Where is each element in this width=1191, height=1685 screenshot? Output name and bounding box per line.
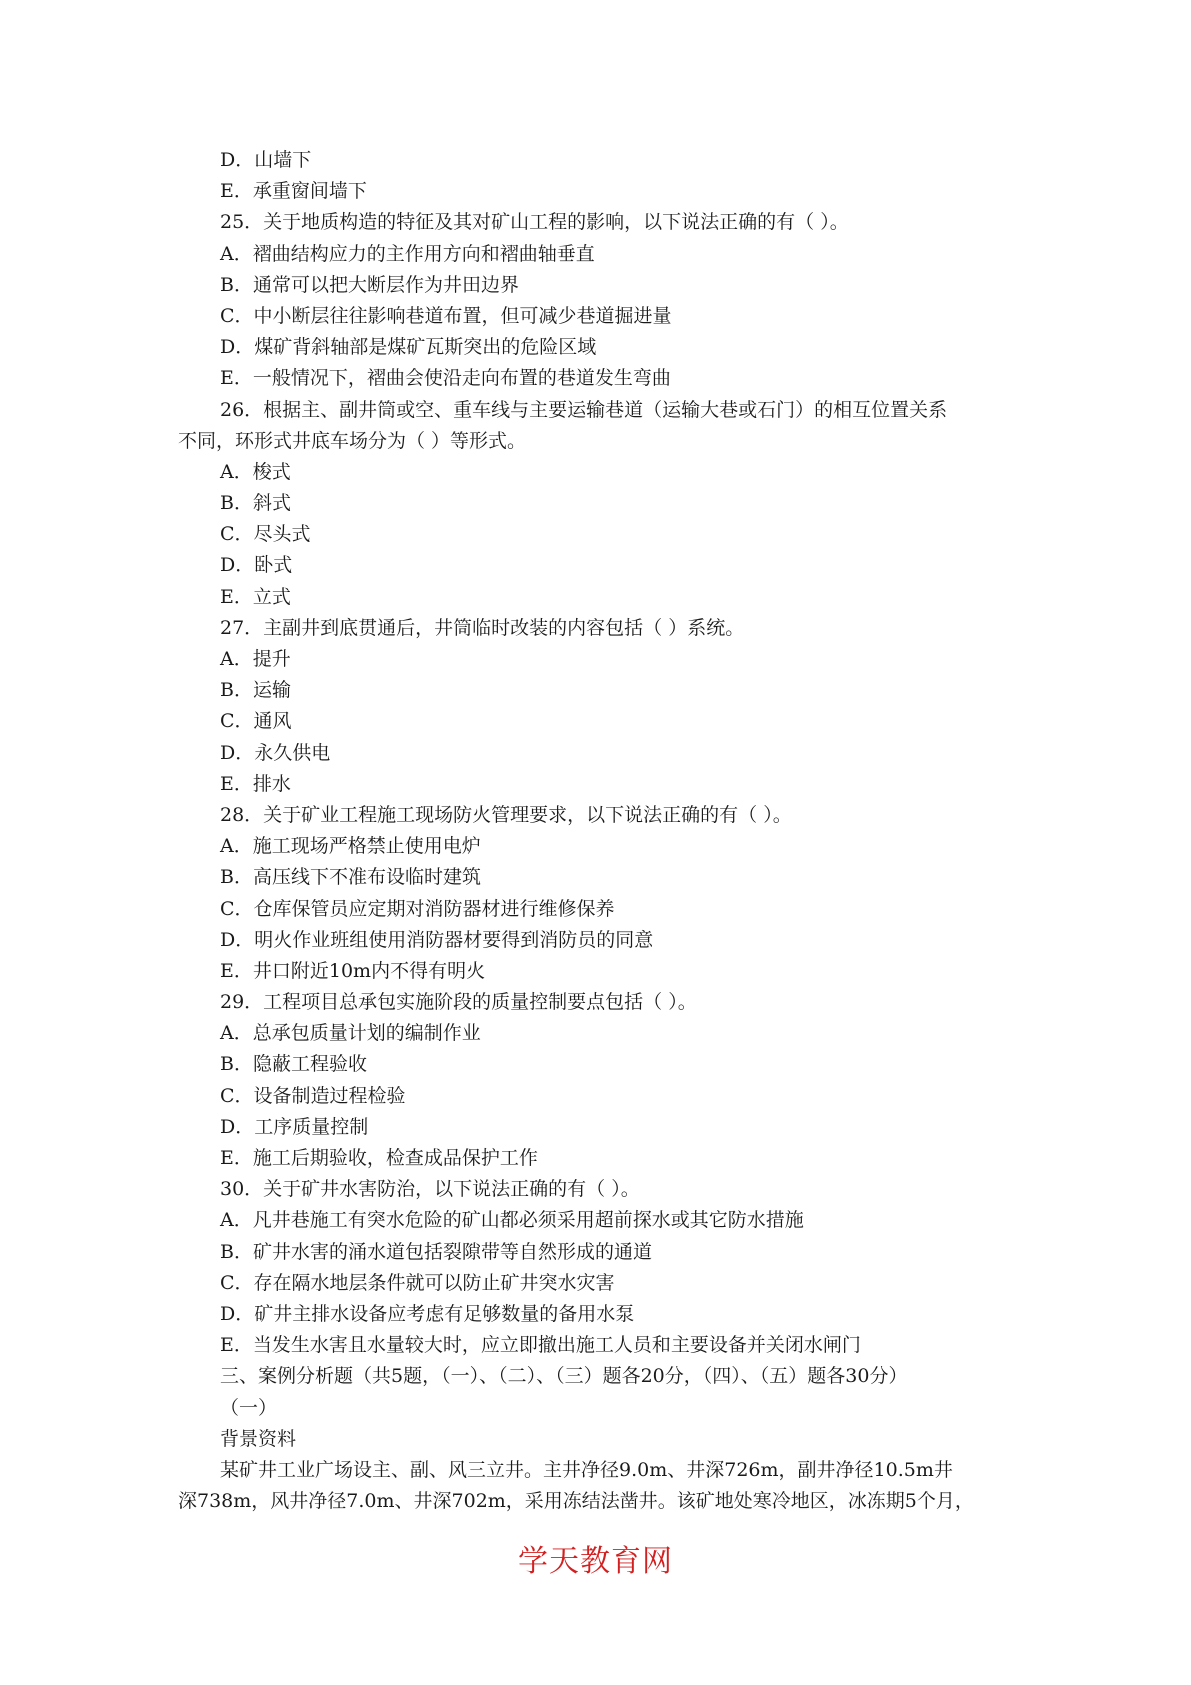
option-line: D．明火作业班组使用消防器材要得到消防员的同意 <box>220 928 654 951</box>
paragraph-line: 27．主副井到底贯通后，井筒临时改装的内容包括（ ）系统。 <box>220 616 745 639</box>
option-line: C．设备制造过程检验 <box>220 1084 406 1107</box>
option-line: E．承重窗间墙下 <box>220 180 367 203</box>
paragraph-line: 29．工程项目总承包实施阶段的质量控制要点包括（ ）。 <box>220 991 697 1014</box>
option-line: A．凡井巷施工有突水危险的矿山都必须采用超前探水或其它防水措施 <box>220 1209 804 1232</box>
option-line: B．高压线下不准布设临时建筑 <box>220 866 481 889</box>
option-line: E．井口附近10m内不得有明火 <box>220 959 486 982</box>
option-line: D．煤矿背斜轴部是煤矿瓦斯突出的危险区域 <box>220 336 597 359</box>
document-body <box>178 145 1018 1517</box>
option-line: C．通风 <box>220 710 292 733</box>
option-line: E．排水 <box>220 772 291 795</box>
option-line: E．一般情况下，褶曲会使沿走向布置的巷道发生弯曲 <box>220 367 671 390</box>
option-line: E．立式 <box>220 585 291 608</box>
option-line: B．通常可以把大断层作为井田边界 <box>220 273 519 296</box>
option-line: C．仓库保管员应定期对消防器材进行维修保养 <box>220 897 615 920</box>
paragraph-line: 某矿井工业广场设主、副、风三立井。主井净径9.0m、井深726m，副井净径10.5m井 <box>220 1458 953 1481</box>
paragraph-line: 26．根据主、副井筒或空、重车线与主要运输巷道（运输大巷或石门）的相互位置关系 <box>220 398 948 421</box>
paragraph-line: 25．关于地质构造的特征及其对矿山工程的影响，以下说法正确的有（ ）。 <box>220 211 849 234</box>
option-line: D．卧式 <box>220 554 293 577</box>
continuation-line: 深738m，风井净径7.0m、井深702m，采用冻结法凿井。该矿地处寒冷地区，冰冻期5个月， <box>178 1490 974 1513</box>
option-line: B．矿井水害的涌水道包括裂隙带等自然形成的通道 <box>220 1240 652 1263</box>
option-line: D．矿井主排水设备应考虑有足够数量的备用水泵 <box>220 1302 635 1325</box>
option-line: B．运输 <box>220 679 291 702</box>
continuation-line: 不同，环形式井底车场分为（ ）等形式。 <box>178 429 527 452</box>
option-line: B．隐蔽工程验收 <box>220 1053 367 1076</box>
option-line: A．褶曲结构应力的主作用方向和褶曲轴垂直 <box>220 242 595 265</box>
option-line: A．施工现场严格禁止使用电炉 <box>220 835 481 858</box>
paragraph-line: 背景资料 <box>220 1427 297 1450</box>
option-line: A．总承包质量计划的编制作业 <box>220 1022 481 1045</box>
option-line: D．工序质量控制 <box>220 1115 369 1138</box>
option-line: E．当发生水害且水量较大时，应立即撤出施工人员和主要设备并关闭水闸门 <box>220 1334 861 1357</box>
option-line: B．斜式 <box>220 492 291 515</box>
paragraph-line: 30．关于矿井水害防治，以下说法正确的有（ ）。 <box>220 1178 640 1201</box>
option-line: C．存在隔水地层条件就可以防止矿井突水灾害 <box>220 1271 615 1294</box>
option-line: D．山墙下 <box>220 149 312 171</box>
watermark-text: 学天教育网 <box>518 1544 673 1579</box>
paragraph-line: （一） <box>220 1396 278 1419</box>
paragraph-line: 28．关于矿业工程施工现场防火管理要求，以下说法正确的有（ ）。 <box>220 803 792 826</box>
option-line: D．永久供电 <box>220 741 331 764</box>
paragraph-line: 三、案例分析题（共5题，（一）、（二）、（三）题各20分，（四）、（五）题各30分） <box>220 1365 908 1388</box>
option-line: A．提升 <box>220 648 291 670</box>
option-line: C．尽头式 <box>220 523 311 546</box>
option-line: C．中小断层往往影响巷道布置，但可减少巷道掘进量 <box>220 304 672 327</box>
option-line: A．梭式 <box>220 460 291 483</box>
option-line: E．施工后期验收，检查成品保护工作 <box>220 1147 538 1169</box>
